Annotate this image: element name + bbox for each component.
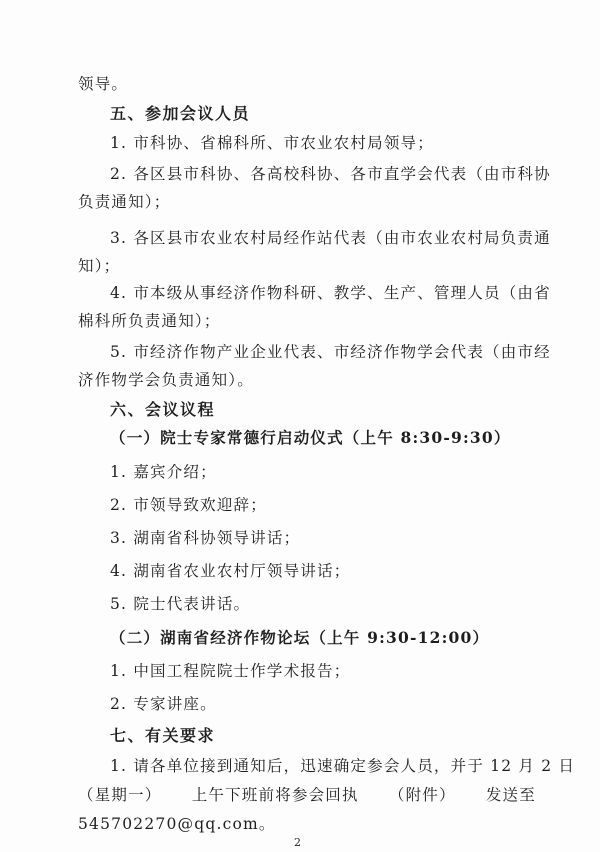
subsection-heading-launch-ceremony: （一）院士专家常德行启动仪式（上午 8:30-9:30）: [110, 428, 511, 447]
text-line: 5. 市经济作物产业企业代表、市经济作物学会代表（由市经: [110, 343, 551, 361]
text-segment: 发送至: [485, 786, 536, 804]
section-heading-requirements: 七、有关要求: [110, 726, 216, 745]
text-segment: （星期一）: [78, 786, 162, 804]
text-line: 2. 市领导致欢迎辞；: [110, 496, 267, 514]
text-line: 知）；: [78, 257, 121, 275]
text-line: 1. 嘉宾介绍；: [110, 463, 217, 481]
text-line: 领导。: [78, 75, 129, 93]
text-line: 4. 市本级从事经济作物科研、教学、生产、管理人员（由省: [110, 284, 551, 302]
text-line: 3. 湖南省科协领导讲话；: [110, 529, 301, 547]
text-line: 1. 请各单位接到通知后，迅速确定参会人员，并于 12 月 2 日: [110, 757, 576, 775]
text-line: 3. 各区县市农业农村局经作站代表（由市农业农村局负责通: [110, 229, 551, 247]
section-heading-participants: 五、参加会议人员: [110, 104, 251, 123]
text-segment: （附件）: [388, 786, 456, 804]
text-line: 4. 湖南省农业农村厅领导讲话；: [110, 562, 351, 580]
text-line: 1. 中国工程院院士作学术报告；: [110, 662, 351, 680]
text-line: 济作物学会负责通知）。: [78, 371, 254, 389]
email-address: 545702270@qq.com。: [78, 815, 276, 833]
page-number: 2: [294, 836, 301, 849]
text-segment: 上午下班前将参会回执: [191, 786, 359, 804]
text-line: 2. 专家讲座。: [110, 695, 217, 713]
text-line-justified: [78, 785, 536, 805]
text-line: 1. 市科协、省棉科所、市农业农村局领导；: [110, 134, 434, 152]
text-line: 负责通知）；: [78, 193, 171, 211]
text-line: 5. 院士代表讲话。: [110, 595, 251, 613]
section-heading-agenda: 六、会议议程: [110, 400, 216, 419]
text-line: 棉科所负责通知）；: [78, 312, 221, 330]
text-line: 2. 各区县市科协、各高校科协、各市直学会代表（由市科协: [110, 165, 551, 183]
subsection-heading-forum: （二）湖南省经济作物论坛（上午 9:30-12:00）: [110, 628, 490, 647]
